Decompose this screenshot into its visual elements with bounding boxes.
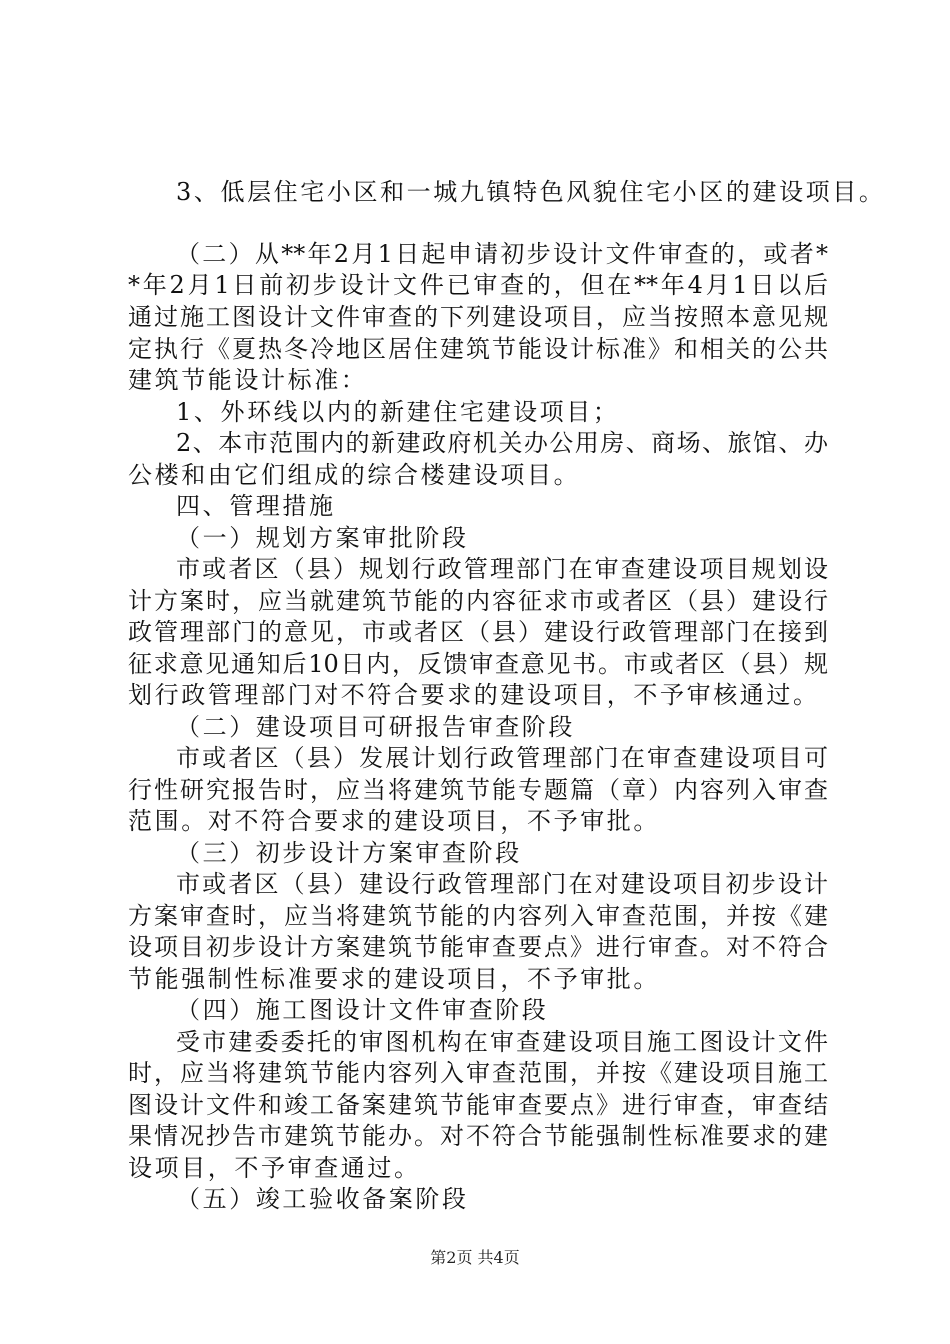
subsection-heading: （五）竣工验收备案阶段 <box>176 1185 469 1213</box>
text-line: 市或者区（县）发展计划行政管理部门在审查建设项目可 <box>176 744 828 772</box>
subsection-heading: （二）建设项目可研报告审查阶段 <box>176 713 575 741</box>
section-heading: 四、管理措施 <box>176 492 336 520</box>
text-line: 果情况抄告市建筑节能办。对不符合节能强制性标准要求的建 <box>128 1122 828 1150</box>
text-line: 3、低层住宅小区和一城九镇特色风貌住宅小区的建设项目。 <box>176 178 886 206</box>
text-line: 市或者区（县）建设行政管理部门在对建设项目初步设计 <box>176 870 828 898</box>
page-number-footer: 第2页 共4页 <box>430 1248 520 1267</box>
text-line: （二）从**年2月1日起申请初步设计文件审查的，或者* <box>176 240 828 268</box>
text-line: 2、本市范围内的新建政府机关办公用房、商场、旅馆、办 <box>176 429 828 457</box>
subsection-heading: （四）施工图设计文件审查阶段 <box>176 996 549 1024</box>
text-line: 征求意见通知后10日内，反馈审查意见书。市或者区（县）规 <box>128 650 828 678</box>
text-line: 行性研究报告时，应当将建筑节能专题篇（章）内容列入审查 <box>128 776 828 804</box>
text-line: 设项目，不予审查通过。 <box>128 1154 421 1182</box>
subsection-heading: （一）规划方案审批阶段 <box>176 524 469 552</box>
text-line: 受市建委委托的审图机构在审查建设项目施工图设计文件 <box>176 1028 828 1056</box>
text-line: 定执行《夏热冬冷地区居住建筑节能设计标准》和相关的公共 <box>128 335 828 363</box>
text-line: 范围。对不符合要求的建设项目，不予审批。 <box>128 807 660 835</box>
text-line: 时，应当将建筑节能内容列入审查范围，并按《建设项目施工 <box>128 1059 828 1087</box>
text-line: 建筑节能设计标准： <box>128 366 368 394</box>
text-line: 方案审查时，应当将建筑节能的内容列入审查范围，并按《建 <box>128 902 828 930</box>
text-line: 政管理部门的意见，市或者区（县）建设行政管理部门在接到 <box>128 618 828 646</box>
text-line: 图设计文件和竣工备案建筑节能审查要点》进行审查，审查结 <box>128 1091 828 1119</box>
text-line: 市或者区（县）规划行政管理部门在审查建设项目规划设 <box>176 555 828 583</box>
text-line: 划行政管理部门对不符合要求的建设项目，不予审核通过。 <box>128 681 820 709</box>
text-line: 通过施工图设计文件审查的下列建设项目，应当按照本意见规 <box>128 303 828 331</box>
text-line: 公楼和由它们组成的综合楼建设项目。 <box>128 461 581 489</box>
text-line: 计方案时，应当就建筑节能的内容征求市或者区（县）建设行 <box>128 587 828 615</box>
text-line: 1、外环线以内的新建住宅建设项目； <box>176 398 620 426</box>
text-line: *年2月1日前初步设计文件已审查的，但在**年4月1日以后 <box>128 271 828 299</box>
text-line: 设项目初步设计方案建筑节能审查要点》进行审查。对不符合 <box>128 933 828 961</box>
text-line: 节能强制性标准要求的建设项目，不予审批。 <box>128 965 660 993</box>
subsection-heading: （三）初步设计方案审查阶段 <box>176 839 522 867</box>
